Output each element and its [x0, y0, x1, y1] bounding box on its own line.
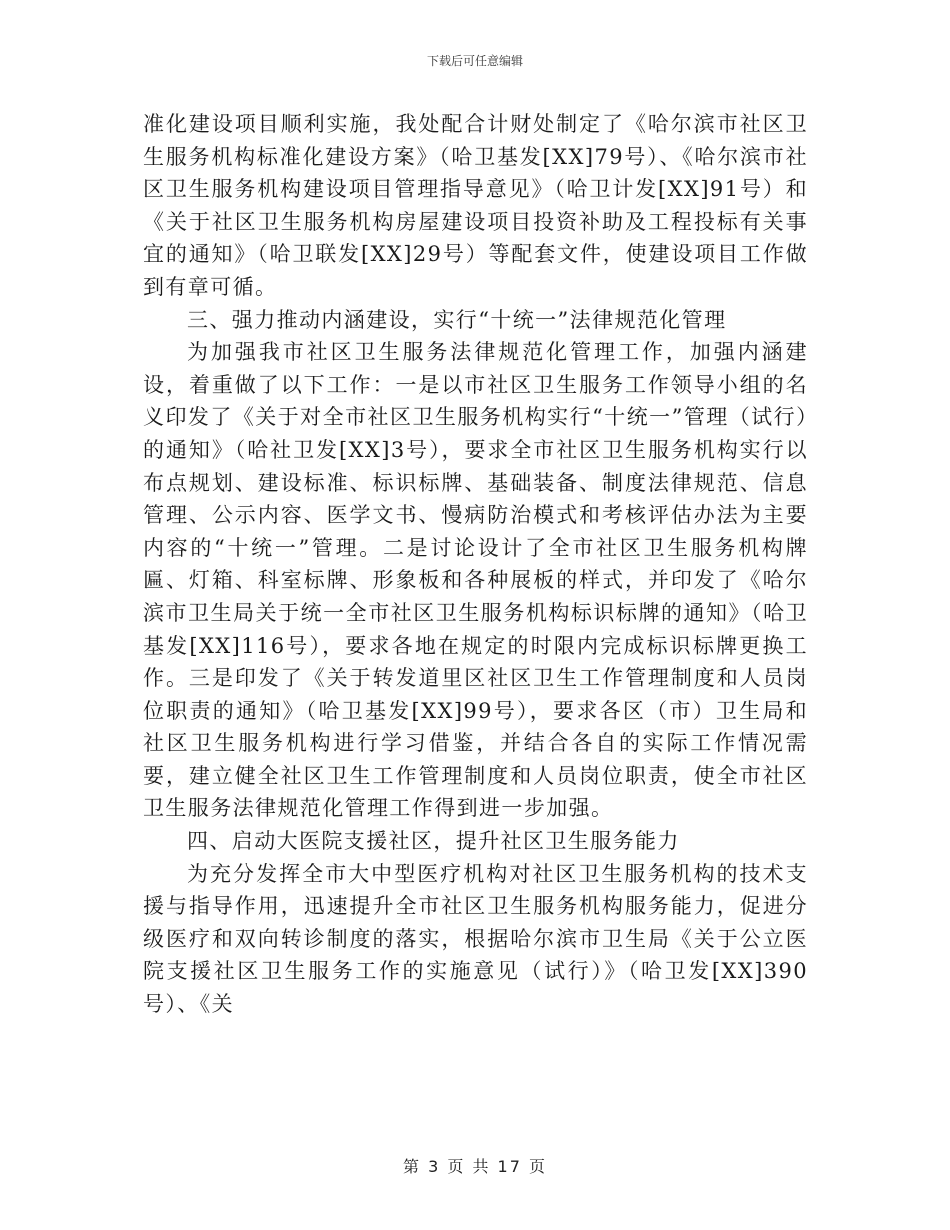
paragraph-section-three: 为加强我市社区卫生服务法律规范化管理工作，加强内涵建设，着重做了以下工作：一是以市社区卫生服务工作领导小组的名义印发了《关于对全市社区卫生服务机构实行“十统一”管理（试行）的通知》（哈社卫发[XX]3号），要求全市社区卫生服务机构实行以布点规划、建设标准、标识标牌、基础装备、制度法律规范、信息管理、公示内容、医学文书、慢病防治模式和考核评估办法为主要内容的“十统一”管理。二是讨论设计了全市社区卫生服务机构牌匾、灯箱、科室标牌、形象板和各种展板的样式，并印发了《哈尔滨市卫生局关于统一全市社区卫生服务机构标识标牌的通知》（哈卫基发[XX]116号），要求各地在规定的时限内完成标识标牌更换工作。三是印发了《关于转发道里区社区卫生工作管理制度和人员岗位职责的通知》（哈卫基发[XX]99号），要求各区（市）卫生局和社区卫生服务机构进行学习借鉴，并结合各自的实际工作情况需要，建立健全社区卫生工作管理制度和人员岗位职责，使全市社区卫生服务法律规范化管理工作得到进一步加强。: [143, 340, 808, 821]
paragraph-section-four: 为充分发挥全市大中型医疗机构对社区卫生服务机构的技术支援与指导作用，迅速提升全市社区卫生服务机构服务能力，促进分级医疗和双向转诊制度的落实，根据哈尔滨市卫生局《关于公立医院支援社区卫生服务工作的实施意见（试行）》（哈卫发[XX]390号）、《关: [143, 861, 808, 1017]
paragraph-continuation: 准化建设项目顺利实施，我处配合计财处制定了《哈尔滨市社区卫生服务机构标准化建设方案》（哈卫基发[XX]79号）、《哈尔滨市社区卫生服务机构建设项目管理指导意见》（哈卫计发[XX]91号）和《关于社区卫生服务机构房屋建设项目投资补助及工程投标有关事宜的通知》（哈卫联发[XX]29号）等配套文件，使建设项目工作做到有章可循。: [143, 112, 808, 299]
document-body: [143, 108, 808, 1021]
section-heading-three: 三、强力推动内涵建设，实行“十统一”法律规范化管理: [187, 307, 727, 332]
page-header: 下载后可任意编辑: [426, 54, 523, 68]
section-heading-four: 四、启动大医院支援社区，提升社区卫生服务能力: [187, 829, 680, 854]
page-number-footer: 第 3 页 共 17 页: [403, 1157, 547, 1176]
